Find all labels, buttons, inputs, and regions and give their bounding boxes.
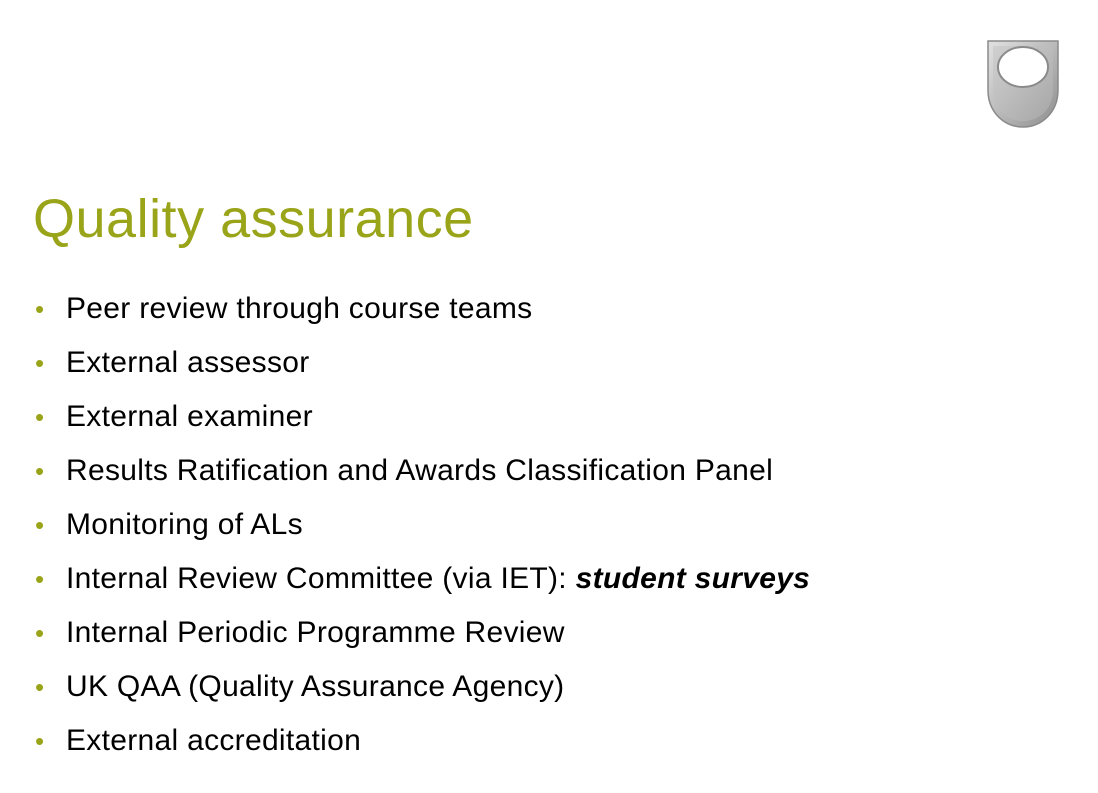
bullet-item [33,292,810,346]
bullet-text: Monitoring of ALs [66,508,303,541]
bullet-emphasis: student surveys [575,562,811,595]
bullet-item [33,346,810,400]
bullet-item [33,400,810,454]
bullet-item [33,454,810,508]
bullet-icon: • [35,348,45,378]
bullet-text: External accreditation [66,724,362,757]
bullet-text: UK QAA (Quality Assurance Agency) [66,670,565,703]
bullet-icon: • [35,510,45,540]
bullet-icon: • [35,564,45,594]
bullet-text: Results Ratification and Awards Classification Panel [66,454,774,487]
bullet-list [33,292,810,778]
bullet-icon: • [35,402,45,432]
bullet-item [33,724,810,778]
slide-title: Quality assurance [33,189,474,249]
bullet-icon: • [35,294,45,324]
bullet-icon: • [35,672,45,702]
bullet-icon: • [35,618,45,648]
bullet-item [33,670,810,724]
bullet-item [33,508,810,562]
bullet-text: Internal Periodic Programme Review [66,616,565,649]
bullet-icon: • [35,456,45,486]
bullet-item [33,562,810,616]
open-university-shield-icon [985,38,1061,130]
bullet-text: Peer review through course teams [66,292,533,325]
bullet-icon: • [35,726,45,756]
bullet-text: External assessor [66,346,310,379]
bullet-text: Internal Review Committee (via IET): [66,562,576,595]
bullet-text: External examiner [66,400,313,433]
bullet-item [33,616,810,670]
